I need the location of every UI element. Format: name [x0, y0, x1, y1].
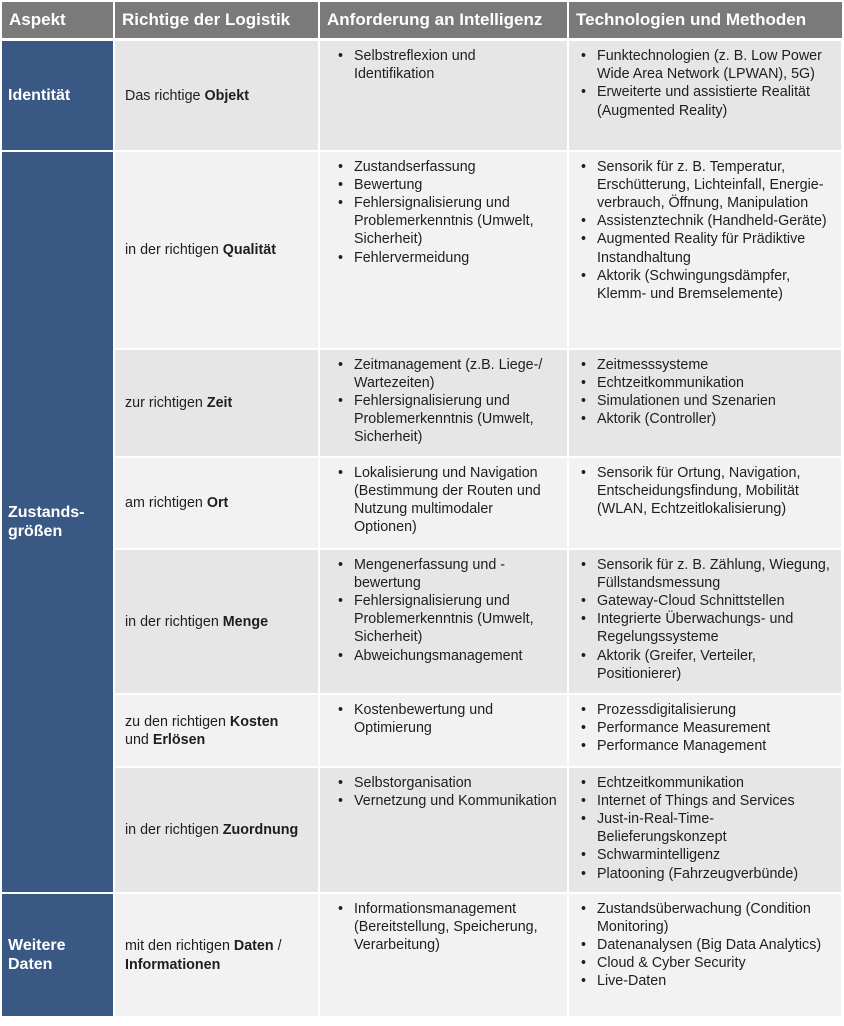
- header-richtige-logistik: Richtige der Logistik: [114, 2, 319, 40]
- list-item: • Aktorik (Schwingungsdämpfer, Klemm- und Bremselemente): [577, 267, 833, 303]
- logistik-cell: [114, 694, 319, 767]
- technologien-list: [577, 464, 833, 519]
- list-item: • Just-in-Real-Time-Belieferungskonzept: [577, 810, 833, 846]
- table-row: [2, 694, 842, 767]
- anforderung-list: [334, 774, 559, 810]
- list-item: • Platooning (Fahrzeugverbünde): [577, 865, 833, 883]
- technologien-cell: [568, 349, 842, 457]
- aspect-cell-zustandsgroessen: [2, 151, 114, 893]
- technologien-cell: [568, 151, 842, 349]
- list-item: • Vernetzung und Kommunikation: [334, 792, 559, 810]
- logistik-keyword: Zeit: [206, 395, 233, 412]
- list-item: • Sensorik für z. B. Zählung, Wiegung, Füllstandsmessung: [577, 556, 833, 592]
- list-item: • Simulationen und Szenarien: [577, 392, 833, 410]
- header-row: [2, 2, 842, 40]
- technologien-cell: [568, 549, 842, 694]
- logistik-keyword: Menge: [222, 613, 269, 630]
- list-item: • Gateway-Cloud Schnittstellen: [577, 592, 833, 610]
- list-item: • Augmented Reality für Prädiktive Instandhaltung: [577, 230, 833, 266]
- aspect-label: Daten: [8, 955, 53, 973]
- anforderung-cell: [319, 893, 568, 1017]
- logistik-text: in der richtigen: [125, 613, 223, 630]
- logistik-cell: [114, 40, 319, 151]
- list-item: • Zeitmesssysteme: [577, 356, 833, 374]
- logistik-text: /: [273, 938, 282, 955]
- anforderung-cell: [319, 349, 568, 457]
- logistik-cell: [114, 549, 319, 694]
- anforderung-cell: [319, 151, 568, 349]
- list-item: • Internet of Things and Services: [577, 792, 833, 810]
- technologien-cell: [568, 457, 842, 549]
- list-item: • Performance Management: [577, 737, 833, 755]
- logistics-table: [2, 2, 843, 1018]
- logistik-cell: [114, 349, 319, 457]
- technologien-cell: [568, 40, 842, 151]
- table-row: [2, 457, 842, 549]
- logistik-text: in der richtigen: [125, 242, 223, 259]
- logistik-keyword: Informationen: [125, 956, 221, 973]
- anforderung-list: [334, 556, 559, 665]
- list-item: • Schwarmintelligenz: [577, 846, 833, 864]
- list-item: • Fehlersignalisierung und Problemerkenntnis (Umwelt, Sicherheit): [334, 592, 559, 647]
- list-item: • Echtzeitkommunikation: [577, 774, 833, 792]
- header-technologien: Technologien und Methoden: [568, 2, 842, 40]
- logistik-keyword: Ort: [206, 495, 229, 512]
- technologien-list: [577, 47, 833, 120]
- header-aspekt: Aspekt: [2, 2, 114, 40]
- list-item: • Erweiterte und assistierte Realität (Augmented Reality): [577, 83, 833, 119]
- list-item: • Echtzeitkommunikation: [577, 374, 833, 392]
- anforderung-list: [334, 464, 559, 537]
- aspect-cell-identitaet: [2, 40, 114, 151]
- list-item: • Sensorik für z. B. Temperatur, Erschütterung, Lichteinfall, Energie-verbrauch, Öffnung, Manipulation: [577, 158, 833, 213]
- anforderung-list: [334, 158, 559, 267]
- anforderung-list: [334, 47, 559, 83]
- list-item: • Zustandsüberwachung (Condition Monitoring): [577, 900, 833, 936]
- anforderung-cell: [319, 767, 568, 893]
- technologien-list: [577, 900, 833, 991]
- list-item: • Prozessdigitalisierung: [577, 701, 833, 719]
- logistik-text: zur richtigen: [125, 395, 207, 412]
- header-anforderung: Anforderung an Intelligenz: [319, 2, 568, 40]
- list-item: • Datenanalysen (Big Data Analytics): [577, 936, 833, 954]
- list-item: • Fehlersignalisierung und Problemerkenntnis (Umwelt, Sicherheit): [334, 194, 559, 249]
- list-item: • Mengenerfassung und -bewertung: [334, 556, 559, 592]
- anforderung-cell: [319, 40, 568, 151]
- technologien-cell: [568, 694, 842, 767]
- logistik-keyword: Erlösen: [152, 732, 206, 748]
- logistik-text: und: [125, 732, 153, 748]
- logistik-cell: [114, 767, 319, 893]
- list-item: • Fehlervermeidung: [334, 249, 559, 267]
- logistik-keyword: Daten: [233, 938, 274, 955]
- anforderung-cell: [319, 549, 568, 694]
- logistik-cell: [114, 893, 319, 1017]
- list-item: • Sensorik für Ortung, Navigation, Entscheidungsfindung, Mobilität (WLAN, Echtzeitlokalisierung): [577, 464, 833, 519]
- anforderung-cell: [319, 457, 568, 549]
- anforderung-cell: [319, 694, 568, 767]
- list-item: • Lokalisierung und Navigation (Bestimmung der Routen und Nutzung multimodaler Optionen): [334, 464, 559, 537]
- list-item: • Cloud & Cyber Security: [577, 954, 833, 972]
- logistik-keyword: Kosten: [229, 713, 279, 730]
- list-item: • Bewertung: [334, 176, 559, 194]
- list-item: • Aktorik (Greifer, Verteiler, Positionierer): [577, 647, 833, 683]
- list-item: • Informationsmanagement (Bereitstellung, Speicherung, Verarbeitung): [334, 900, 559, 955]
- logistik-text: mit den richtigen: [125, 938, 234, 955]
- logistik-cell: [114, 151, 319, 349]
- technologien-list: [577, 774, 833, 883]
- technologien-cell: [568, 893, 842, 1017]
- logistik-keyword: Zuordnung: [222, 822, 299, 839]
- table-row: [2, 767, 842, 893]
- technologien-list: [577, 356, 833, 429]
- logistik-keyword: Qualität: [222, 242, 276, 259]
- table-row: [2, 549, 842, 694]
- aspect-label: Zustands-: [8, 503, 85, 521]
- technologien-list: [577, 556, 833, 683]
- anforderung-list: [334, 701, 559, 737]
- list-item: • Funktechnologien (z. B. Low Power Wide Area Network (LPWAN), 5G): [577, 47, 833, 83]
- anforderung-list: [334, 356, 559, 447]
- list-item: • Selbstorganisation: [334, 774, 559, 792]
- list-item: • Aktorik (Controller): [577, 410, 833, 428]
- list-item: • Zustandserfassung: [334, 158, 559, 176]
- logistik-cell: [114, 457, 319, 549]
- logistik-text: Das richtige: [125, 88, 205, 105]
- logistik-keyword: Objekt: [204, 88, 249, 105]
- list-item: • Kostenbewertung und Optimierung: [334, 701, 559, 737]
- table-row: [2, 349, 842, 457]
- table-row: [2, 151, 842, 349]
- logistik-text: am richtigen: [125, 495, 207, 512]
- list-item: • Abweichungsmanagement: [334, 647, 559, 665]
- aspect-label: Identität: [8, 86, 71, 104]
- list-item: • Selbstreflexion und Identifikation: [334, 47, 559, 83]
- technologien-cell: [568, 767, 842, 893]
- list-item: • Performance Measurement: [577, 719, 833, 737]
- technologien-list: [577, 701, 833, 756]
- logistik-text: in der richtigen: [125, 822, 223, 839]
- table-row: [2, 893, 842, 1017]
- aspect-cell-weitere-daten: [2, 893, 114, 1017]
- list-item: • Live-Daten: [577, 972, 833, 990]
- aspect-label: größen: [8, 522, 63, 540]
- table-row: [2, 40, 842, 151]
- list-item: • Assistenztechnik (Handheld-Geräte): [577, 212, 833, 230]
- technologien-list: [577, 158, 833, 304]
- logistik-text: zu den richtigen: [125, 713, 230, 730]
- list-item: • Integrierte Überwachungs- und Regelungssysteme: [577, 610, 833, 646]
- anforderung-list: [334, 900, 559, 955]
- list-item: • Zeitmanagement (z.B. Liege-/ Wartezeiten): [334, 356, 559, 392]
- list-item: • Fehlersignalisierung und Problemerkenntnis (Umwelt, Sicherheit): [334, 392, 559, 447]
- aspect-label: Weitere: [8, 936, 66, 954]
